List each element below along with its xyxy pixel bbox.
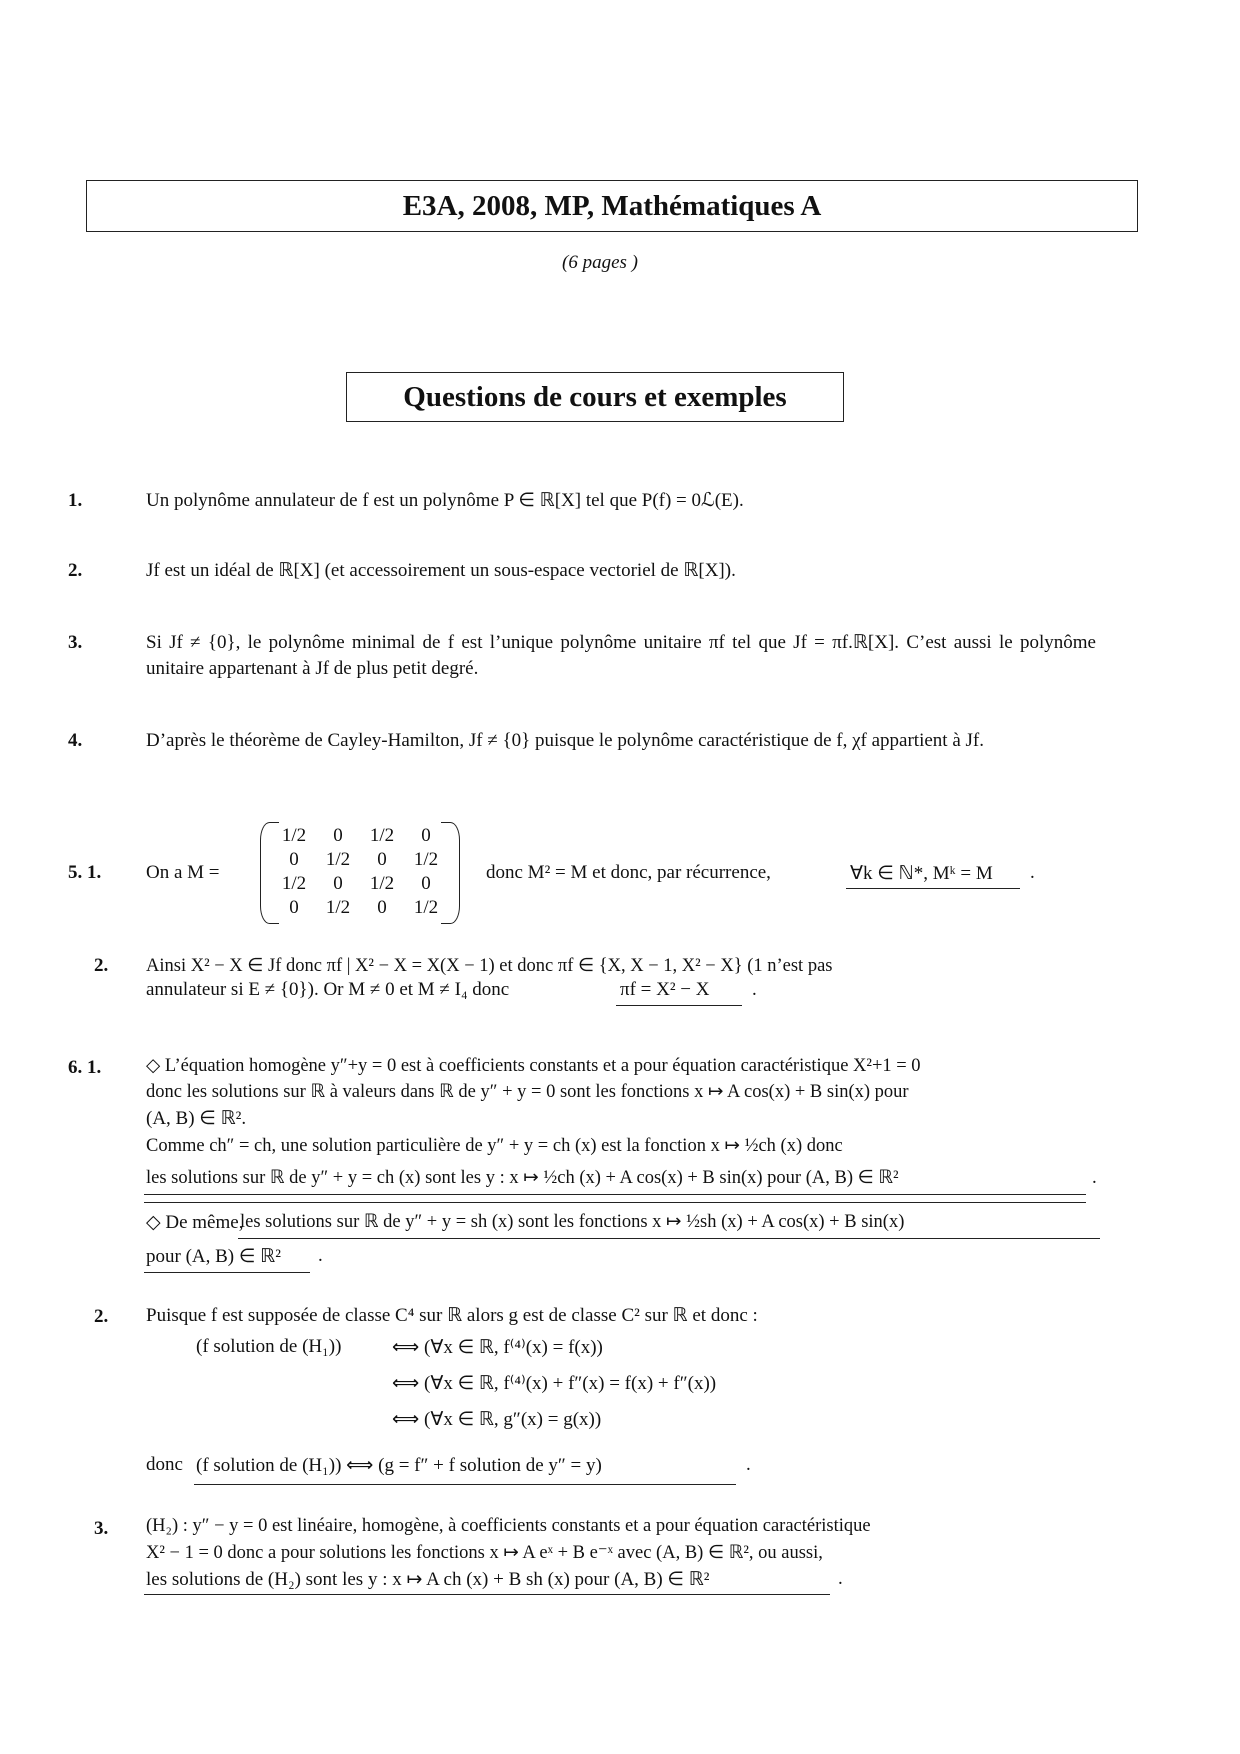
q6-2-conclusion-prefix: donc	[146, 1454, 183, 1475]
q5-1-result-underline	[846, 888, 1020, 889]
matrix-cell: 1/2	[413, 849, 439, 870]
matrix-cell: 0	[333, 825, 343, 846]
question-number-1: 1.	[68, 490, 83, 511]
question-number-3: 3.	[68, 632, 83, 653]
page-count: (6 pages )	[562, 252, 638, 273]
question-1-text: Un polynôme annulateur de f est un polynôme P ∈ ℝ[X] tel que P(f) = 0ℒ(E).	[146, 490, 744, 511]
q5-1-result: ∀k ∈ ℕ*, Mᵏ = M	[850, 863, 993, 884]
q6-1-line1: ◇ L’équation homogène y″+y = 0 est à coefficients constants et a pour équation caractéristique X²+1 = 0	[146, 1056, 921, 1076]
q6-2-conclusion: (f solution de (H₁)) ⟺ (g = f″ + f solution de y″ = y)	[196, 1455, 602, 1476]
q6-1-separator	[144, 1202, 1086, 1203]
q5-2-result-underline	[616, 1005, 742, 1006]
q5-1-prefix: On a M =	[146, 862, 220, 883]
matrix-cell: 0	[377, 849, 387, 870]
q6-3-line2: X² − 1 = 0 donc a pour solutions les fonctions x ↦ A eˣ + B e⁻ˣ avec (A, B) ∈ ℝ², ou aussi,	[146, 1543, 823, 1563]
q6-3-line1: (H₂) : y″ − y = 0 est linéaire, homogène, à coefficients constants et a pour équation caractéristique	[146, 1516, 871, 1536]
q6-1-line2: donc les solutions sur ℝ à valeurs dans ℝ de y″ + y = 0 sont les fonctions x ↦ A cos(x) + B sin(x) pour	[146, 1082, 909, 1102]
matrix-cell: 0	[333, 873, 343, 894]
section-title: Questions de cours et exemples	[346, 372, 844, 422]
question-number-5-1: 5. 1.	[68, 862, 102, 883]
q6-3-line3-underline	[144, 1594, 830, 1595]
q6-1-line6: les solutions sur ℝ de y″ + y = sh (x) sont les fonctions x ↦ ½sh (x) + A cos(x) + B sin(x)	[240, 1212, 905, 1232]
q5-2-end: .	[752, 979, 757, 1000]
q6-2-eq3-right: ⟺ (∀x ∈ ℝ, g″(x) = g(x))	[392, 1409, 602, 1430]
q6-1-line5: les solutions sur ℝ de y″ + y = ch (x) sont les y : x ↦ ½ch (x) + A cos(x) + B sin(x) pour (A, B) ∈ ℝ²	[146, 1168, 899, 1188]
question-3-text: Si Jf ≠ {0}, le polynôme minimal de f est l’unique polynôme unitaire πf tel que Jf = πf.ℝ[X]. C’est aussi le polynôme unitaire appartenant à Jf de plus petit degré.	[146, 632, 1096, 679]
question-4-text: D’après le théorème de Cayley-Hamilton, Jf ≠ {0} puisque le polynôme caractéristique de f, χf appartient à Jf.	[146, 730, 984, 751]
q6-1-line7: pour (A, B) ∈ ℝ²	[146, 1246, 281, 1267]
matrix-cell: 1/2	[369, 873, 395, 894]
q6-2-eq1-left: (f solution de (H₁))	[196, 1336, 342, 1357]
q6-1-line6-underline	[238, 1238, 1100, 1239]
q6-1-line3: (A, B) ∈ ℝ².	[146, 1108, 247, 1129]
matrix-cell: 1/2	[325, 897, 351, 918]
q6-1-line4: Comme ch″ = ch, une solution particulière de y″ + y = ch (x) est la fonction x ↦ ½ch (x) donc	[146, 1136, 843, 1156]
q6-1-line5-underline	[144, 1194, 1086, 1195]
matrix-cell: 0	[289, 849, 299, 870]
q6-1-line6-prefix: ◇ De même,	[146, 1212, 244, 1233]
matrix-cell: 0	[289, 897, 299, 918]
matrix-cell: 1/2	[369, 825, 395, 846]
q6-1-line7-end: .	[318, 1245, 323, 1266]
matrix-cell: 1/2	[325, 849, 351, 870]
question-number-4: 4.	[68, 730, 83, 751]
q6-1-line5-end: .	[1092, 1167, 1097, 1188]
q6-3-line3: les solutions de (H₂) sont les y : x ↦ A ch (x) + B sh (x) pour (A, B) ∈ ℝ²	[146, 1569, 710, 1590]
matrix-M	[260, 822, 460, 924]
q5-1-suffix: donc M² = M et donc, par récurrence,	[486, 862, 771, 883]
question-number-6-1: 6. 1.	[68, 1057, 102, 1078]
question-number-2: 2.	[68, 560, 83, 581]
matrix-cell: 0	[421, 825, 431, 846]
matrix-cell: 1/2	[413, 897, 439, 918]
matrix-table	[272, 824, 448, 920]
q5-2-result: πf = X² − X	[620, 979, 710, 1000]
q5-2-line1: Ainsi X² − X ∈ Jf donc πf | X² − X = X(X − 1) et donc πf ∈ {X, X − 1, X² − X} (1 n’est pas	[146, 956, 833, 976]
q6-2-eq2-right: ⟺ (∀x ∈ ℝ, f⁽⁴⁾(x) + f″(x) = f(x) + f″(x))	[392, 1373, 717, 1394]
q6-2-conclusion-underline	[194, 1484, 736, 1485]
q6-2-intro: Puisque f est supposée de classe C⁴ sur ℝ alors g est de classe C² sur ℝ et donc :	[146, 1305, 758, 1326]
q6-2-conclusion-end: .	[746, 1454, 751, 1475]
matrix-cell: 0	[421, 873, 431, 894]
matrix-cell: 1/2	[281, 873, 307, 894]
q5-2-line2: annulateur si E ≠ {0}). Or M ≠ 0 et M ≠ I₄ donc	[146, 979, 510, 1000]
matrix-cell: 1/2	[281, 825, 307, 846]
question-number-5-2: 2.	[94, 955, 109, 976]
q6-2-eq1-right: ⟺ (∀x ∈ ℝ, f⁽⁴⁾(x) = f(x))	[392, 1337, 603, 1358]
q6-1-line7-underline	[144, 1272, 310, 1273]
document-title: E3A, 2008, MP, Mathématiques A	[86, 180, 1138, 232]
question-number-6-3: 3.	[94, 1518, 109, 1539]
matrix-cell: 0	[377, 897, 387, 918]
q6-3-line3-end: .	[838, 1568, 843, 1589]
q5-1-end: .	[1030, 862, 1035, 883]
question-number-6-2: 2.	[94, 1306, 109, 1327]
question-2-text: Jf est un idéal de ℝ[X] (et accessoirement un sous-espace vectoriel de ℝ[X]).	[146, 560, 736, 581]
